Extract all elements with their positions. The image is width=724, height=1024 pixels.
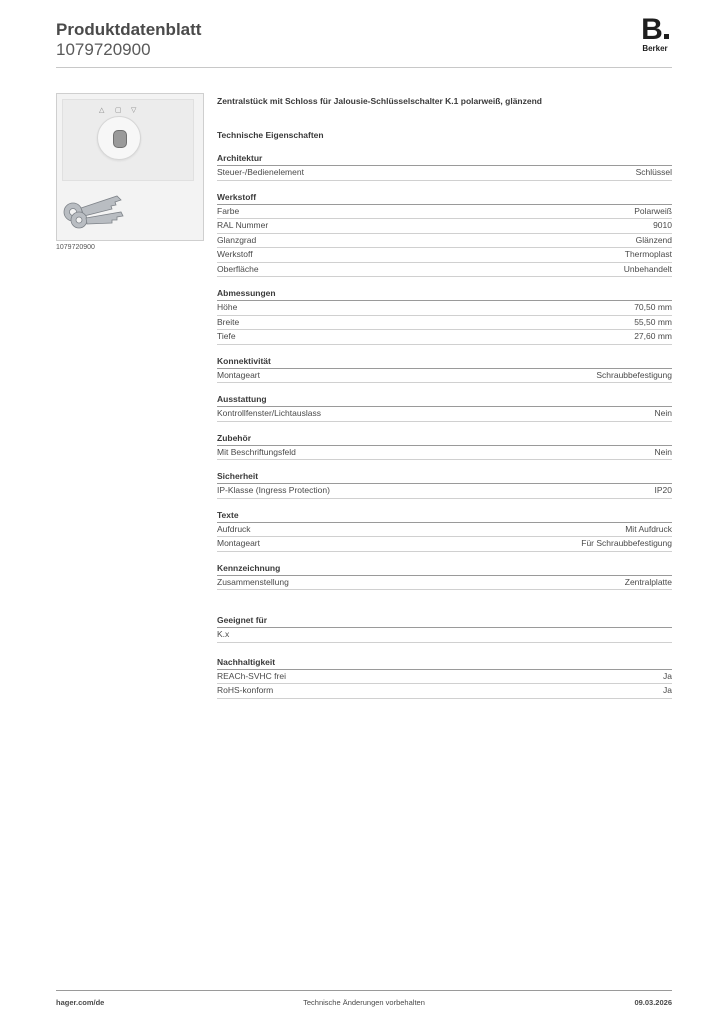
page-header [56,13,672,60]
row-label: Werkstoff [217,249,253,259]
section-konnektivitaet [217,356,672,384]
section-texte [217,510,672,552]
section-title: Werkstoff [217,192,672,205]
section-nachhaltigkeit [217,657,672,699]
table-row [217,670,672,685]
section-sicherheit [217,471,672,499]
row-value: 55,50 mm [634,316,672,327]
row-value: 70,50 mm [634,302,672,312]
document-number: 1079720900 [56,40,151,59]
table-row [217,523,672,538]
table-row [217,248,672,263]
row-label: Mit Beschriftungsfeld [217,446,296,457]
row-value: Schraubbefestigung [596,369,672,380]
header-divider [56,67,672,68]
section-title: Abmessungen [217,288,672,301]
arrow-up-icon: △ [99,107,105,114]
row-value: Unbehandelt [623,263,672,274]
row-label: Aufdruck [217,523,251,534]
cover-plate [62,99,194,181]
row-value: Ja [663,685,672,695]
row-label: Montageart [217,538,260,548]
footer-date: 09.03.2026 [634,998,672,1007]
section-title: Zubehör [217,433,672,446]
table-row [217,484,672,499]
section-architektur [217,153,672,181]
row-value: Mit Aufdruck [625,523,672,534]
section-abmessungen [217,288,672,345]
keys-icon [59,182,139,234]
row-value: Nein [654,446,672,457]
row-value: Schlüssel [635,167,672,177]
arrow-down-icon: ▽ [131,107,137,114]
section-title: Nachhaltigkeit [217,657,672,670]
table-row [217,166,672,181]
section-title: Geeignet für [217,615,672,628]
footer-disclaimer: Technische Änderungen vorbehalten [303,998,425,1007]
product-title: Zentralstück mit Schloss für Jalousie-Schlüsselschalter K.1 polarweiß, glänzend [217,96,542,106]
table-row [217,684,672,699]
row-label: Montageart [217,369,260,380]
table-row [217,576,672,591]
row-value: Thermoplast [624,249,672,259]
key-cylinder [97,116,141,160]
product-details [217,96,672,699]
row-value: Für Schraubbefestigung [581,538,672,548]
table-row [217,330,672,345]
section-title: Architektur [217,153,672,166]
table-row [217,369,672,384]
section-title: Kennzeichnung [217,563,672,576]
row-value: 9010 [653,220,672,230]
footer-divider [56,990,672,991]
row-value: Zentralplatte [624,576,672,587]
row-value: Polarweiß [634,205,672,216]
berker-logo [638,13,672,53]
tech-properties-heading: Technische Eigenschaften [217,130,324,140]
row-value: Nein [654,408,672,418]
row-label: Kontrollfenster/Lichtauslass [217,408,321,418]
table-row [217,301,672,316]
section-geeignet-fuer [217,615,672,643]
section-title: Konnektivität [217,356,672,369]
row-label: Steuer-/Bedienelement [217,167,304,177]
section-title: Texte [217,510,672,523]
footer-website: hager.com/de [56,998,105,1007]
row-label: Farbe [217,205,240,216]
row-value: Glänzend [635,234,672,245]
table-row [217,446,672,461]
row-value: IP20 [654,485,672,495]
table-row [217,219,672,234]
section-title: Ausstattung [217,394,672,407]
keyhole-icon [113,130,127,148]
table-row [217,205,672,220]
row-label: Glanzgrad [217,234,257,245]
row-label: Zusammenstellung [217,576,289,587]
row-label: Höhe [217,302,238,312]
row-label: Breite [217,316,240,327]
section-kennzeichnung [217,563,672,591]
row-label: Tiefe [217,331,236,341]
row-label: RAL Nummer [217,220,269,230]
document-title: Produktdatenblatt [56,20,202,39]
row-label: RoHS-konform [217,685,274,695]
row-value: 27,60 mm [634,331,672,341]
table-row [217,407,672,422]
row-label: IP-Klasse (Ingress Protection) [217,485,330,495]
table-row [217,628,672,643]
table-row [217,537,672,552]
table-row [217,263,672,278]
stop-icon: ▢ [115,107,122,114]
logo-letter: B [641,13,663,46]
table-row [217,234,672,249]
row-label: REACh-SVHC frei [217,670,286,681]
section-werkstoff [217,192,672,278]
section-ausstattung [217,394,672,422]
product-image [56,93,204,241]
image-caption: 1079720900 [56,244,95,251]
row-label: Oberfläche [217,263,259,274]
section-zubehoer [217,433,672,461]
logo-text: Berker [642,44,668,53]
logo-dot [664,34,669,39]
section-title: Sicherheit [217,471,672,484]
row-value: Ja [663,670,672,681]
table-row [217,316,672,331]
row-label: K.x [217,629,230,639]
